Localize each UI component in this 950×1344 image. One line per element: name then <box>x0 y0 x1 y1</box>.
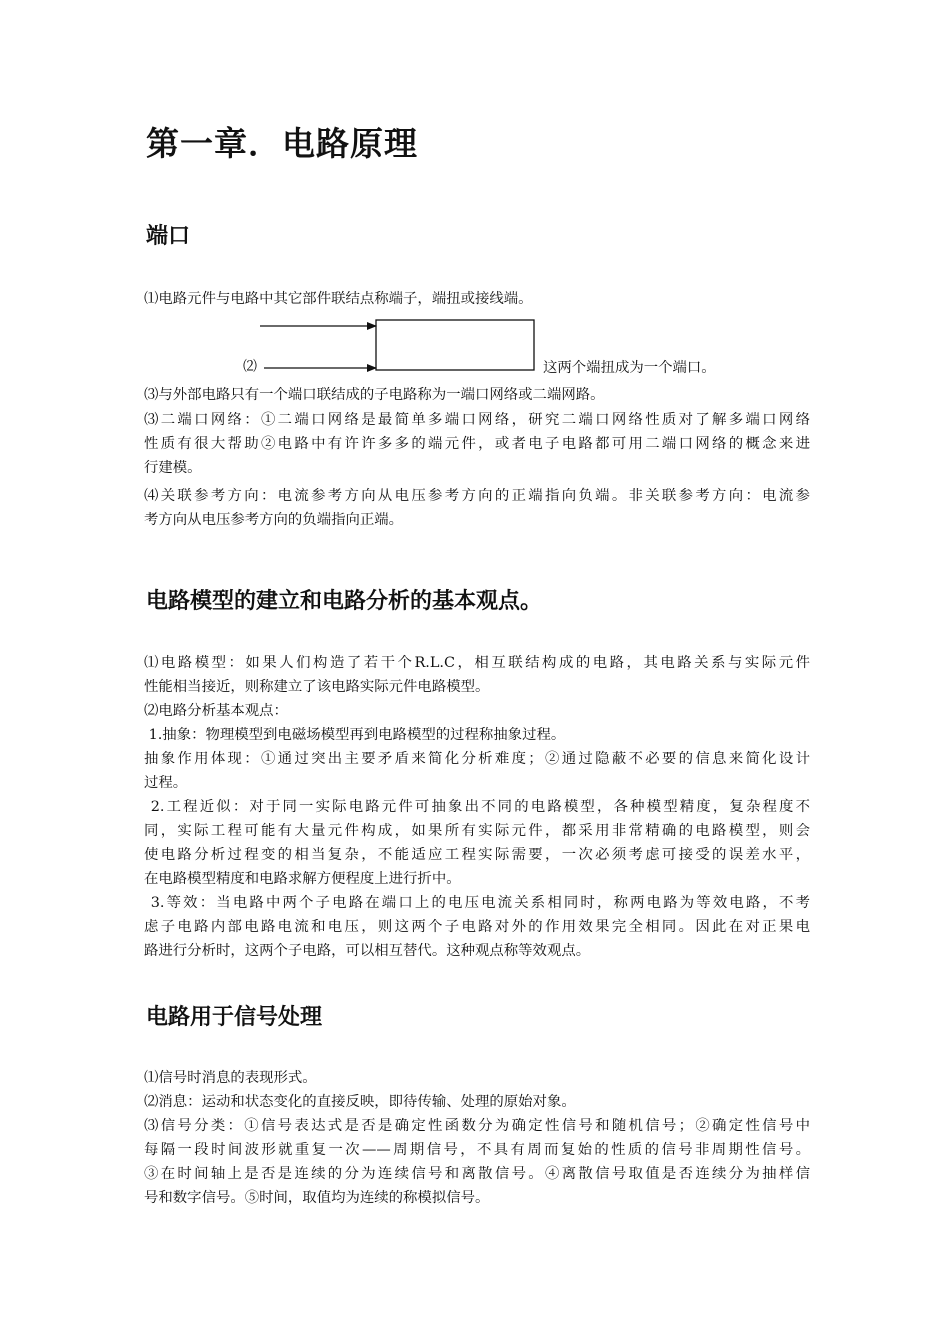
section-title-circuit-model: 电路模型的建立和电路分析的基本观点。 <box>146 589 543 614</box>
text-line: 性能相当接近，则称建立了该电路实际元件电路模型。 <box>144 679 490 695</box>
diagram-label: ⑵ <box>243 359 257 375</box>
text-line: 路进行分析时，这两个子电路，可以相互替代。这种观点称等效观点。 <box>144 943 591 959</box>
paragraph <box>144 383 810 407</box>
text-line: 2.工程近似：对于同一实际电路元件可抽象出不同的电路模型，各种模型精度，复杂程度不 <box>144 799 810 815</box>
text-line: ⑵电路分析基本观点： <box>144 703 288 719</box>
paragraph <box>144 287 810 311</box>
text-line: ⑵消息：运动和状态变化的直接反映，即待传输、处理的原始对象。 <box>144 1094 576 1110</box>
paragraph <box>144 484 810 532</box>
network-box <box>376 320 534 370</box>
text-line: 使电路分析过程变的相当复杂，不能适应工程实际需要，一次必须考虑可接受的误差水平， <box>144 847 810 863</box>
text-line: 过程。 <box>144 775 188 791</box>
text-line: ⑴信号时消息的表现形式。 <box>144 1070 317 1086</box>
section-title-port: 端口 <box>146 224 191 249</box>
text-line: 考方向从电压参考方向的负端指向正端。 <box>144 512 404 528</box>
text-line: 在电路模型精度和电路求解方便程度上进行折中。 <box>144 871 461 887</box>
text-line: ⑷关联参考方向：电流参考方向从电压参考方向的正端指向负端。非关联参考方向：电流参 <box>144 488 810 504</box>
text-line: ⑴电路元件与电路中其它部件联结点称端子，端扭或接线端。 <box>144 291 533 307</box>
text-line: ⑶二端口网络：①二端口网络是最简单多端口网络，研究二端口网络性质对了解多端口网络 <box>144 412 810 428</box>
chapter-title: 第一章．电路原理 <box>146 124 418 163</box>
text-line: 同，实际工程可能有大量元件构成，如果所有实际元件，都采用非常精确的电路模型，则会 <box>144 823 810 839</box>
text-line: 虑子电路内部电路电流和电压，则这两个子电路对外的作用效果完全相同。因此在对正果电 <box>144 919 810 935</box>
diagram-caption: 这两个端扭成为一个端口。 <box>543 360 716 376</box>
text-line: ③在时间轴上是否是连续的分为连续信号和离散信号。④离散信号取值是否连续分为抽样信 <box>144 1166 810 1182</box>
text-line: 抽象作用体现：①通过突出主要矛盾来简化分析难度；②通过隐蔽不必要的信息来简化设计 <box>144 751 810 767</box>
text-line: 号和数字信号。⑤时间，取值均为连续的称模拟信号。 <box>144 1190 490 1206</box>
text-line: 3.等效：当电路中两个子电路在端口上的电压电流关系相同时，称两电路为等效电路，不考 <box>144 895 810 911</box>
paragraph <box>144 1066 810 1210</box>
section-title-signal-processing: 电路用于信号处理 <box>146 1005 323 1030</box>
text-line: ⑴电路模型：如果人们构造了若干个R.L.C，相互联结构成的电路，其电路关系与实际元件 <box>144 655 810 671</box>
text-line: 行建模。 <box>144 460 202 476</box>
text-line: 每隔一段时间波形就重复一次——周期信号，不具有周而复始的性质的信号非周期性信号。 <box>144 1142 810 1158</box>
text-line: ⑶与外部电路只有一个端口联结成的子电路称为一端口网络或二端网路。 <box>144 387 605 403</box>
text-line: 性质有很大帮助②电路中有许许多多的端元件，或者电子电路都可用二端口网络的概念来进 <box>144 436 810 452</box>
text-line: 1.抽象：物理模型到电磁场模型再到电路模型的过程称抽象过程。 <box>144 727 566 743</box>
paragraph <box>144 651 810 963</box>
text-line: ⑶信号分类：①信号表达式是否是确定性函数分为确定性信号和随机信号；②确定性信号中 <box>144 1118 810 1134</box>
paragraph <box>144 408 810 480</box>
